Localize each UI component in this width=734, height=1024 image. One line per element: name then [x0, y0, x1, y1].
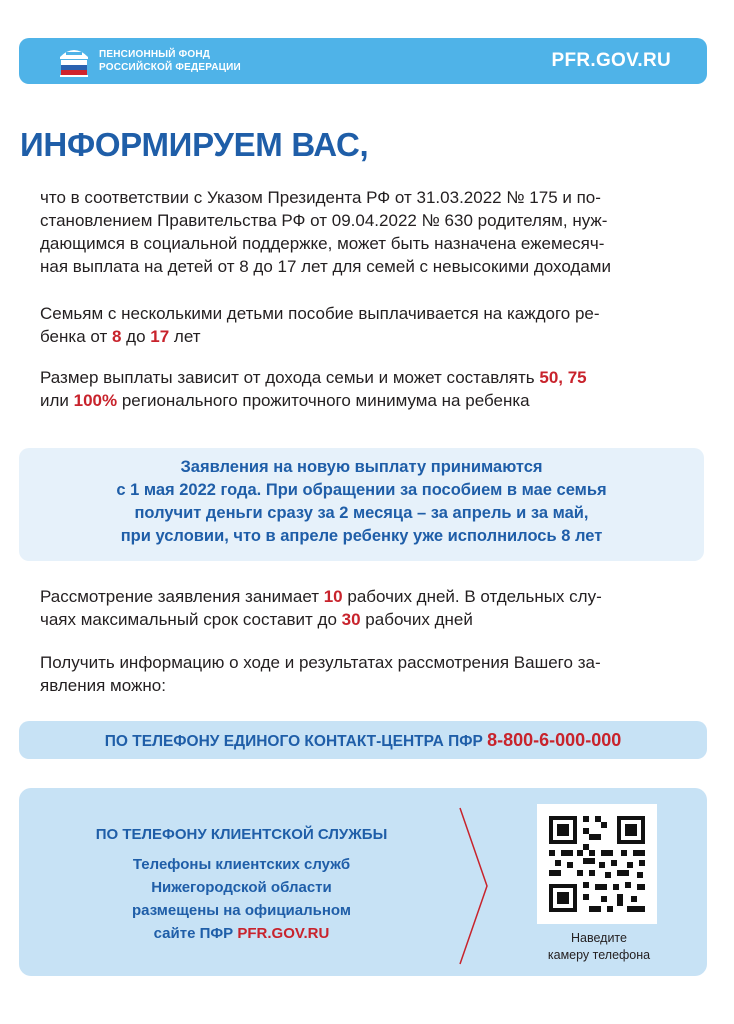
amount-paragraph [40, 366, 690, 412]
chevron-right-icon [457, 806, 491, 966]
client-service-line: Нижегородской области [151, 879, 332, 896]
review-days: 10 [323, 587, 343, 606]
review-line: чаях максимальный срок составит до 30 рабочих дней [40, 610, 473, 629]
client-service-text [19, 853, 464, 945]
qr-caption-line: камеру телефона [547, 948, 651, 962]
intro-line: что в соответствии с Указом Президента РФ от 31.03.2022 № 175 и по- [40, 188, 601, 207]
contact-center-phone[interactable]: 8-800-6-000-000 [487, 730, 622, 750]
client-service-line: Телефоны клиентских служб [132, 856, 351, 873]
info-line: с 1 мая 2022 года. При обращении за пособием в мае семья [116, 481, 607, 499]
client-service-box [19, 788, 707, 976]
children-paragraph [40, 302, 690, 348]
age-to: 17 [150, 327, 170, 346]
info-line: получит деньги сразу за 2 месяца – за апрель и за май, [134, 504, 589, 522]
client-service-line: сайте ПФР PFR.GOV.RU [153, 925, 330, 942]
intro-paragraph [40, 186, 690, 278]
info-line: Заявления на новую выплату принимаются [180, 458, 543, 476]
pfr-logo-icon [56, 43, 92, 79]
site-link[interactable]: PFR.GOV.RU [551, 50, 671, 71]
contact-center-bar [19, 721, 707, 759]
age-from: 8 [111, 327, 122, 346]
qr-code-icon[interactable] [537, 804, 657, 924]
client-service-line: размещены на официальном [132, 902, 351, 919]
intro-line: становлением Правительства РФ от 09.04.2022 № 630 родителям, нуж- [40, 211, 608, 230]
contact-center-label: ПО ТЕЛЕФОНУ ЕДИНОГО КОНТАКТ-ЦЕНТРА ПФР [104, 733, 488, 750]
amount-line: или 100% регионального прожиточного минимума на ребенка [40, 391, 530, 410]
client-service-title: ПО ТЕЛЕФОНУ КЛИЕНТСКОЙ СЛУЖБЫ [95, 826, 388, 843]
info-line: при условии, что в апреле ребенку уже исполнилось 8 лет [120, 527, 603, 545]
org-name-line2: РОССИЙСКОЙ ФЕДЕРАЦИИ [99, 62, 241, 73]
percent-values: 50, 75 [539, 368, 587, 387]
children-line: Семьям с несколькими детьми пособие выплачивается на каждого ре- [40, 304, 600, 323]
org-name [99, 48, 241, 74]
amount-line: Размер выплаты зависит от дохода семьи и может составлять 50, 75 [40, 368, 587, 387]
status-line: явления можно: [40, 676, 166, 695]
intro-line: дающимся в социальной поддержке, может быть назначена ежемесяч- [40, 234, 605, 253]
children-line: бенка от 8 до 17 лет [40, 327, 201, 346]
application-info-box [19, 448, 704, 561]
client-service-link[interactable]: PFR.GOV.RU [237, 925, 330, 942]
review-paragraph [40, 585, 690, 631]
qr-caption [519, 930, 679, 964]
page-title: ИНФОРМИРУЕМ ВАС, [20, 126, 369, 163]
header-bar [19, 38, 707, 84]
intro-line: ная выплата на детей от 8 до 17 лет для семей с невысокими доходами [40, 257, 611, 276]
review-max-days: 30 [341, 610, 361, 629]
org-name-line1: ПЕНСИОННЫЙ ФОНД [99, 49, 211, 60]
application-info-text [19, 456, 704, 548]
status-info-paragraph [40, 651, 690, 697]
percent-full: 100% [73, 391, 118, 410]
qr-caption-line: Наведите [571, 931, 627, 945]
status-line: Получить информацию о ходе и результатах рассмотрения Вашего за- [40, 653, 601, 672]
review-line: Рассмотрение заявления занимает 10 рабочих дней. В отдельных слу- [40, 587, 602, 606]
